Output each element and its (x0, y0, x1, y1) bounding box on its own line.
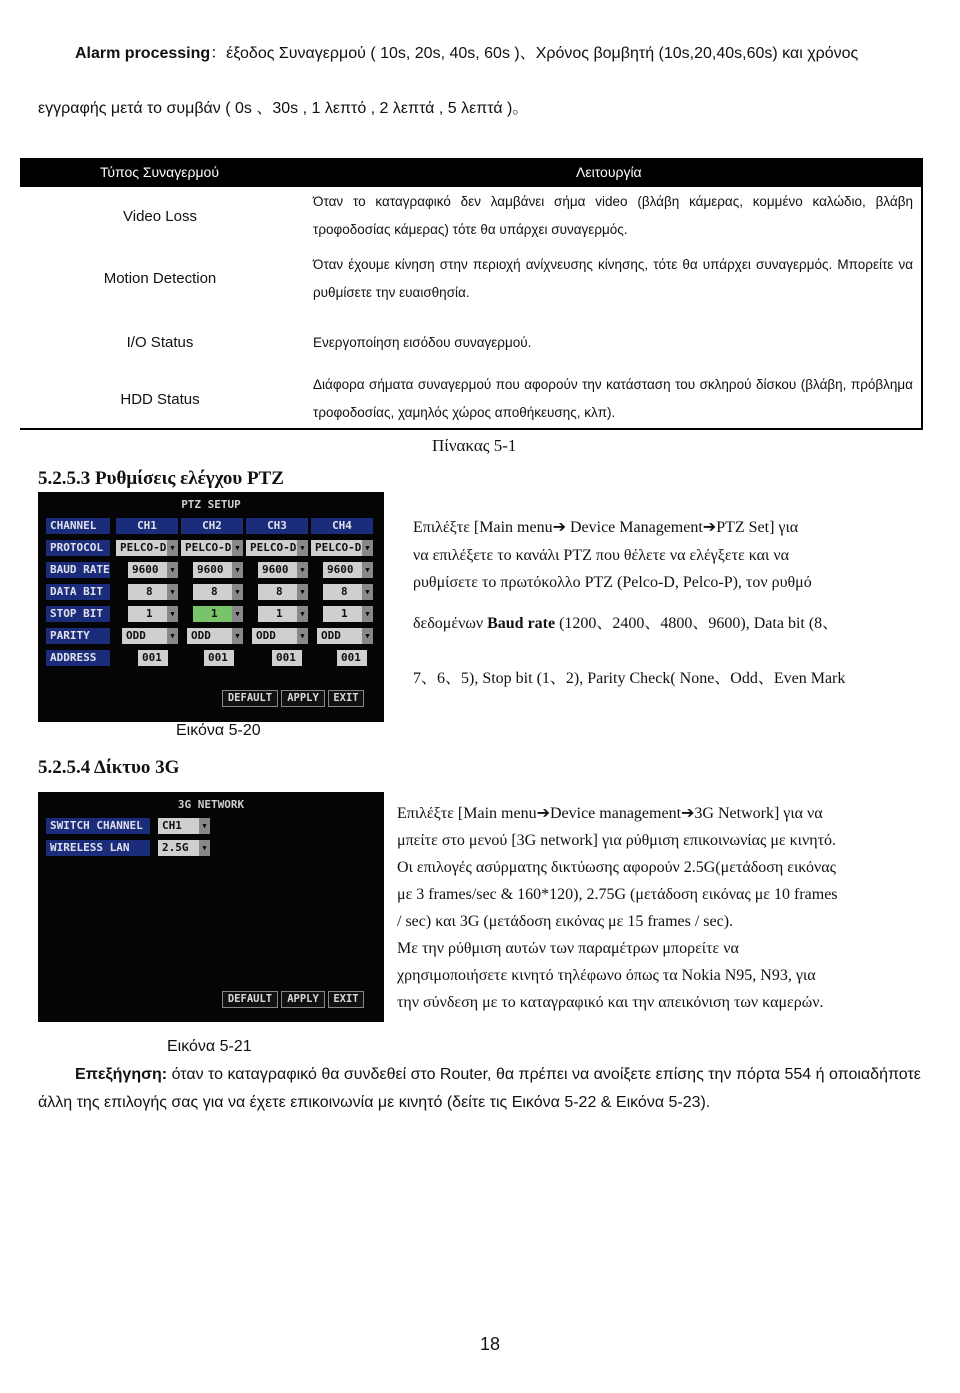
ptz-description-line-4 (413, 610, 838, 637)
ptz-baud-ch1[interactable] (128, 562, 178, 578)
page-number: 18 (480, 1334, 501, 1354)
ptz-protocol-ch3[interactable] (246, 540, 308, 556)
intro-line-2: εγγραφής μετά το συμβάν ( 0s 、30s , 1 λεπτό , 2 λεπτά , 5 λεπτά )。 (38, 100, 529, 117)
dropdown-arrow-icon: ▼ (297, 562, 308, 578)
net3g-label-wireless-lan: WIRELESS LAN (46, 840, 150, 856)
ptz-figure-caption: Εικόνα 5-20 (176, 722, 261, 739)
ptz-protocol-ch4[interactable] (311, 540, 373, 556)
net3g-figure-caption: Εικόνα 5-21 (167, 1038, 252, 1055)
ptz-databit-ch4-value: 8 (341, 585, 348, 598)
alarm-type-hdd-status: HDD Status (120, 391, 200, 408)
ptz-channel-ch4[interactable]: CH4 (311, 518, 373, 534)
net3g-line: χρησιμοποιήσετε κινητό τηλέφωνο όπως τα Nokia N95, N93, για (397, 967, 816, 984)
dropdown-arrow-icon: ▼ (232, 562, 243, 578)
ptz-parity-ch4[interactable] (317, 628, 373, 644)
net3g-line: την σύνδεση με το καταγραφικό και την απεικόνιση των καμερών. (397, 994, 824, 1011)
ptz-address-ch3[interactable]: 001 (272, 650, 302, 666)
net3g-screenshot (38, 792, 384, 1022)
ptz-databit-ch4[interactable] (323, 584, 373, 600)
ptz-parity-ch2[interactable] (187, 628, 243, 644)
dropdown-arrow-icon: ▼ (297, 628, 308, 644)
net3g-line: Επιλέξτε [Main menu➔Device management➔3G Network] για να (397, 805, 823, 822)
dropdown-arrow-icon: ▼ (232, 628, 243, 644)
dropdown-arrow-icon: ▼ (232, 606, 243, 622)
alarm-table-header-function: Λειτουργία (576, 164, 642, 180)
dropdown-arrow-icon: ▼ (362, 584, 373, 600)
dropdown-arrow-icon: ▼ (297, 606, 308, 622)
net3g-heading: 5.2.5.4 Δίκτυο 3G (38, 757, 180, 778)
net3g-line: με 3 frames/sec & 160*120), 2.75G (μετάδοση εικόνας με 10 frames (397, 886, 838, 903)
intro-term: Alarm processing (75, 45, 211, 62)
net3g-default-button[interactable]: DEFAULT (222, 991, 278, 1008)
ptz-address-ch4[interactable]: 001 (337, 650, 367, 666)
dropdown-arrow-icon: ▼ (167, 584, 178, 600)
ptz-label-protocol: PROTOCOL (46, 540, 110, 556)
ptz-parity-ch2-value: ODD (191, 629, 211, 642)
ptz-channel-ch2[interactable]: CH2 (181, 518, 243, 534)
ptz-stopbit-ch1[interactable] (128, 606, 178, 622)
ptz-baud-ch1-value: 9600 (132, 563, 159, 576)
intro-line-1-text: ：έξοδος Συναγερμού ( 10s, 20s, 40s, 60s )、Χρόνος βομβητή (10s,20,40s,60s) και χρόνος (210, 45, 859, 62)
dropdown-arrow-icon: ▼ (232, 584, 243, 600)
ptz-stopbit-ch3[interactable] (258, 606, 308, 622)
alarm-table-header (20, 158, 921, 187)
ptz-description-line-3: ρυθμίσετε το πρωτόκολλο PTZ (Pelco-D, Pelco-P), τον ρυθμό (413, 574, 812, 591)
ptz-databit-ch1[interactable] (128, 584, 178, 600)
dropdown-arrow-icon: ▼ (167, 606, 178, 622)
ptz-description-line-4c: (1200、2400、4800、9600), Data bit (8、 (555, 615, 839, 632)
dropdown-arrow-icon: ▼ (199, 840, 210, 856)
ptz-apply-button[interactable]: APPLY (281, 690, 325, 707)
alarm-type-motion-detection: Motion Detection (103, 270, 217, 287)
net3g-switch-channel-value: CH1 (162, 819, 182, 832)
dropdown-arrow-icon: ▼ (362, 606, 373, 622)
ptz-databit-ch3[interactable] (258, 584, 308, 600)
dropdown-arrow-icon: ▼ (232, 540, 243, 556)
ptz-parity-ch1-value: ODD (126, 629, 146, 642)
ptz-description-line-2: να επιλέξετε το κανάλι PTZ που θέλετε να ελέγξετε και να (413, 547, 789, 564)
note-line-1-text: όταν το καταγραφικό θα συνδεθεί στο Router, θα πρέπει να ανοίξετε επίσης την πόρτα 554 ή οποιαδήποτε (167, 1066, 921, 1083)
ptz-databit-ch2[interactable] (193, 584, 243, 600)
net3g-wireless-lan-select[interactable] (158, 840, 210, 856)
ptz-label-data-bit: DATA BIT (46, 584, 110, 600)
ptz-baud-ch3[interactable] (258, 562, 308, 578)
dropdown-arrow-icon: ▼ (199, 818, 210, 834)
ptz-databit-ch3-value: 8 (276, 585, 283, 598)
ptz-address-ch1[interactable]: 001 (138, 650, 168, 666)
ptz-protocol-ch1-value: PELCO-D (120, 541, 167, 554)
ptz-channel-ch3[interactable]: CH3 (246, 518, 308, 534)
ptz-address-ch2[interactable]: 001 (204, 650, 234, 666)
ptz-exit-button[interactable]: EXIT (328, 690, 364, 707)
net3g-line: Οι επιλογές ασύρματης δικτύωσης αφορούν 2.5G(μετάδοση εικόνας (397, 859, 836, 876)
ptz-parity-ch3-value: ODD (256, 629, 276, 642)
ptz-stopbit-ch3-value: 1 (276, 607, 283, 620)
ptz-label-parity: PARITY (46, 628, 110, 644)
ptz-parity-ch3[interactable] (252, 628, 308, 644)
ptz-label-stop-bit: STOP BIT (46, 606, 110, 622)
note-line-1 (75, 1066, 921, 1084)
ptz-description-line-5: 7、6、5), Stop bit (1、2), Parity Check( None、Odd、Even Mark (413, 670, 846, 687)
ptz-baud-ch2[interactable] (193, 562, 243, 578)
net3g-apply-button[interactable]: APPLY (281, 991, 325, 1008)
ptz-default-button[interactable]: DEFAULT (222, 690, 278, 707)
ptz-protocol-ch2[interactable] (181, 540, 243, 556)
net3g-switch-channel-select[interactable] (158, 818, 210, 834)
dropdown-arrow-icon: ▼ (297, 584, 308, 600)
ptz-parity-ch4-value: ODD (321, 629, 341, 642)
ptz-heading: 5.2.5.3 Ρυθμίσεις ελέγχου PTZ (38, 468, 284, 489)
ptz-description-line-4a: δεδομένων (413, 615, 488, 632)
dropdown-arrow-icon: ▼ (167, 628, 178, 644)
ptz-protocol-ch1[interactable] (116, 540, 178, 556)
alarm-desc-hdd-status: Διάφορα σήματα συναγερμού που αφορούν την κατάσταση του σκληρού δίσκου (βλάβη, πρόβλημα τροφοδοσίας, χαμηλός χώρος αποθήκευσης, κλπ). (313, 377, 913, 420)
ptz-setup-screenshot (38, 492, 384, 722)
ptz-parity-ch1[interactable] (122, 628, 178, 644)
ptz-stopbit-ch4[interactable] (323, 606, 373, 622)
alarm-type-video-loss: Video Loss (123, 208, 197, 225)
dropdown-arrow-icon: ▼ (362, 540, 373, 556)
net3g-label-switch-channel: SWITCH CHANNEL (46, 818, 150, 834)
ptz-channel-ch1[interactable]: CH1 (116, 518, 178, 534)
ptz-databit-ch1-value: 8 (146, 585, 153, 598)
alarm-desc-video-loss: Όταν το καταγραφικό δεν λαμβάνει σήμα video (βλάβη κάμερας, κομμένο καλώδιο, βλάβη τροφοδοσίας κάμερας) τότε θα υπάρχει συναγερμός. (313, 194, 913, 237)
alarm-table-header-type: Τύπος Συναγερμού (100, 164, 219, 180)
ptz-stopbit-ch4-value: 1 (341, 607, 348, 620)
ptz-baud-ch4[interactable] (323, 562, 373, 578)
alarm-desc-io-status: Ενεργοποίηση εισόδου συναγερμού. (313, 335, 532, 350)
ptz-description-baud-rate: Baud rate (487, 615, 556, 632)
ptz-baud-ch3-value: 9600 (262, 563, 289, 576)
dropdown-arrow-icon: ▼ (297, 540, 308, 556)
net3g-wireless-lan-value: 2.5G (162, 841, 189, 854)
alarm-table (20, 158, 923, 430)
ptz-protocol-ch2-value: PELCO-D (185, 541, 232, 554)
table-caption: Πίνακας 5-1 (432, 436, 517, 455)
ptz-protocol-ch4-value: PELCO-D (315, 541, 362, 554)
ptz-description-line-1: Επιλέξτε [Main menu➔ Device Management➔PTZ Set] για (413, 519, 799, 536)
net3g-line: μπείτε στο μενού [3G network] για ρύθμιση επικοινωνίας με κινητό. (397, 832, 837, 849)
note-line-2: άλλη της επιλογής σας για να έχετε επικοινωνία με κινητό (δείτε τις Εικόνα 5-22 & Εικόνα 5-23). (38, 1094, 711, 1111)
intro-line-1 (75, 40, 858, 63)
net3g-exit-button[interactable]: EXIT (328, 991, 364, 1008)
dropdown-arrow-icon: ▼ (167, 562, 178, 578)
alarm-desc-motion-detection: Όταν έχουμε κίνηση στην περιοχή ανίχνευσης κίνησης, τότε θα υπάρχει συναγερμός. Μπορείτε να ρυθμίσετε την ευαισθησία. (313, 257, 913, 300)
ptz-stopbit-ch2-value: 1 (211, 607, 218, 620)
ptz-databit-ch2-value: 8 (211, 585, 218, 598)
alarm-type-io-status: I/O Status (126, 334, 194, 351)
ptz-screen-title: PTZ SETUP (181, 498, 241, 511)
ptz-baud-ch2-value: 9600 (197, 563, 224, 576)
ptz-label-baud-rate: BAUD RATE (46, 562, 110, 578)
dropdown-arrow-icon: ▼ (362, 562, 373, 578)
net3g-line: / sec) και 3G (μετάδοση εικόνας με 15 frames / sec). (397, 913, 734, 930)
dropdown-arrow-icon: ▼ (167, 540, 178, 556)
ptz-label-address: ADDRESS (46, 650, 110, 666)
ptz-baud-ch4-value: 9600 (327, 563, 354, 576)
net3g-line: Με την ρύθμιση αυτών των παραμέτρων μπορείτε να (397, 940, 739, 957)
note-term: Επεξήγηση: (75, 1066, 168, 1083)
net3g-screen-title: 3G NETWORK (177, 798, 245, 811)
net3g-description (397, 800, 909, 1016)
ptz-stopbit-ch2[interactable] (193, 606, 243, 622)
ptz-label-channel: CHANNEL (46, 518, 110, 534)
ptz-stopbit-ch1-value: 1 (146, 607, 153, 620)
ptz-protocol-ch3-value: PELCO-D (250, 541, 297, 554)
dropdown-arrow-icon: ▼ (362, 628, 373, 644)
